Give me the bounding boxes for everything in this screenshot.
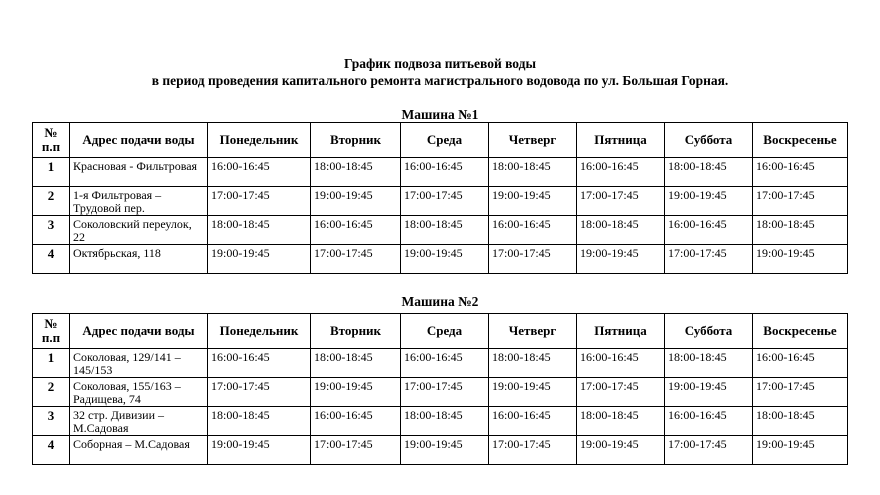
delivery-time-cell: 19:00-19:45: [753, 245, 848, 274]
delivery-time-cell: 18:00-18:45: [577, 216, 665, 245]
header-day: Среда: [401, 123, 489, 158]
delivery-time-cell: 19:00-19:45: [311, 187, 401, 216]
delivery-time-cell: 18:00-18:45: [489, 349, 577, 378]
delivery-time-cell: 18:00-18:45: [311, 158, 401, 187]
row-number: 2: [33, 187, 70, 216]
row-address: Соколовая, 129/141 – 145/153: [70, 349, 208, 378]
table-header-row: [33, 123, 848, 158]
table-caption-machine-2: Машина №2: [401, 294, 479, 309]
document-title: График подвоза питьевой воды: [343, 56, 537, 71]
row-number: 4: [33, 245, 70, 274]
delivery-time-cell: 17:00-17:45: [753, 378, 848, 407]
delivery-time-cell: 16:00-16:45: [753, 158, 848, 187]
delivery-time-cell: 18:00-18:45: [311, 349, 401, 378]
delivery-time-cell: 19:00-19:45: [208, 436, 311, 465]
delivery-time-cell: 19:00-19:45: [577, 245, 665, 274]
delivery-time-cell: 17:00-17:45: [665, 245, 753, 274]
header-number: № п.п: [33, 123, 70, 158]
row-number: 2: [33, 378, 70, 407]
table-row: [33, 158, 848, 187]
delivery-time-cell: 18:00-18:45: [577, 407, 665, 436]
delivery-time-cell: 16:00-16:45: [311, 216, 401, 245]
delivery-time-cell: 16:00-16:45: [311, 407, 401, 436]
header-day: Суббота: [665, 123, 753, 158]
delivery-time-cell: 16:00-16:45: [753, 349, 848, 378]
row-address: 32 стр. Дивизии – М.Садовая: [70, 407, 208, 436]
delivery-time-cell: 19:00-19:45: [489, 378, 577, 407]
delivery-time-cell: 16:00-16:45: [577, 158, 665, 187]
delivery-time-cell: 17:00-17:45: [401, 378, 489, 407]
header-address: Адрес подачи воды: [70, 123, 208, 158]
delivery-time-cell: 17:00-17:45: [401, 187, 489, 216]
delivery-time-cell: 19:00-19:45: [311, 378, 401, 407]
delivery-time-cell: 16:00-16:45: [401, 349, 489, 378]
row-number: 4: [33, 436, 70, 465]
table-row: [33, 216, 848, 245]
delivery-time-cell: 17:00-17:45: [208, 187, 311, 216]
schedule-table-machine-1: [32, 122, 848, 274]
header-day: Четверг: [489, 123, 577, 158]
row-number: 3: [33, 216, 70, 245]
header-day: Четверг: [489, 314, 577, 349]
table-row: [33, 245, 848, 274]
delivery-time-cell: 19:00-19:45: [665, 187, 753, 216]
delivery-time-cell: 17:00-17:45: [208, 378, 311, 407]
header-day: Среда: [401, 314, 489, 349]
header-day: Пятница: [577, 314, 665, 349]
delivery-time-cell: 16:00-16:45: [208, 158, 311, 187]
delivery-time-cell: 19:00-19:45: [208, 245, 311, 274]
delivery-time-cell: 19:00-19:45: [401, 245, 489, 274]
delivery-time-cell: 16:00-16:45: [665, 407, 753, 436]
delivery-time-cell: 19:00-19:45: [489, 187, 577, 216]
delivery-time-cell: 16:00-16:45: [577, 349, 665, 378]
header-address: Адрес подачи воды: [70, 314, 208, 349]
table-row: [33, 378, 848, 407]
document-subtitle: в период проведения капитального ремонта магистрального водовода по ул. Большая Горная.: [151, 73, 729, 88]
delivery-time-cell: 16:00-16:45: [489, 407, 577, 436]
row-address: Соборная – М.Садовая: [70, 436, 208, 465]
delivery-time-cell: 17:00-17:45: [577, 378, 665, 407]
delivery-time-cell: 17:00-17:45: [311, 436, 401, 465]
delivery-time-cell: 16:00-16:45: [401, 158, 489, 187]
delivery-time-cell: 17:00-17:45: [577, 187, 665, 216]
row-number: 1: [33, 349, 70, 378]
row-number: 3: [33, 407, 70, 436]
header-day: Понедельник: [208, 123, 311, 158]
delivery-time-cell: 19:00-19:45: [753, 436, 848, 465]
delivery-time-cell: 18:00-18:45: [753, 216, 848, 245]
table-header-row: [33, 314, 848, 349]
delivery-time-cell: 19:00-19:45: [577, 436, 665, 465]
delivery-time-cell: 17:00-17:45: [311, 245, 401, 274]
header-day: Понедельник: [208, 314, 311, 349]
delivery-time-cell: 16:00-16:45: [208, 349, 311, 378]
delivery-time-cell: 16:00-16:45: [665, 216, 753, 245]
row-address: Красновая - Фильтровая: [70, 158, 208, 187]
delivery-time-cell: 19:00-19:45: [401, 436, 489, 465]
delivery-time-cell: 18:00-18:45: [401, 407, 489, 436]
header-day: Суббота: [665, 314, 753, 349]
delivery-time-cell: 16:00-16:45: [489, 216, 577, 245]
delivery-time-cell: 18:00-18:45: [489, 158, 577, 187]
delivery-time-cell: 17:00-17:45: [665, 436, 753, 465]
delivery-time-cell: 17:00-17:45: [489, 245, 577, 274]
row-address: 1-я Фильтровая – Трудовой пер.: [70, 187, 208, 216]
header-day: Вторник: [311, 314, 401, 349]
delivery-time-cell: 18:00-18:45: [753, 407, 848, 436]
header-day: Воскресенье: [753, 314, 848, 349]
table-row: [33, 407, 848, 436]
header-day: Пятница: [577, 123, 665, 158]
header-day: Воскресенье: [753, 123, 848, 158]
schedule-table-machine-2: [32, 313, 848, 465]
delivery-time-cell: 18:00-18:45: [401, 216, 489, 245]
delivery-time-cell: 18:00-18:45: [208, 216, 311, 245]
row-number: 1: [33, 158, 70, 187]
delivery-time-cell: 19:00-19:45: [665, 378, 753, 407]
row-address: Октябрьская, 118: [70, 245, 208, 274]
table-row: [33, 436, 848, 465]
header-number: № п.п: [33, 314, 70, 349]
row-address: Соколовский переулок, 22: [70, 216, 208, 245]
table-row: [33, 187, 848, 216]
delivery-time-cell: 17:00-17:45: [753, 187, 848, 216]
delivery-time-cell: 17:00-17:45: [489, 436, 577, 465]
row-address: Соколовая, 155/163 – Радищева, 74: [70, 378, 208, 407]
header-day: Вторник: [311, 123, 401, 158]
table-row: [33, 349, 848, 378]
delivery-time-cell: 18:00-18:45: [208, 407, 311, 436]
delivery-time-cell: 18:00-18:45: [665, 349, 753, 378]
delivery-time-cell: 18:00-18:45: [665, 158, 753, 187]
table-caption-machine-1: Машина №1: [401, 107, 479, 122]
